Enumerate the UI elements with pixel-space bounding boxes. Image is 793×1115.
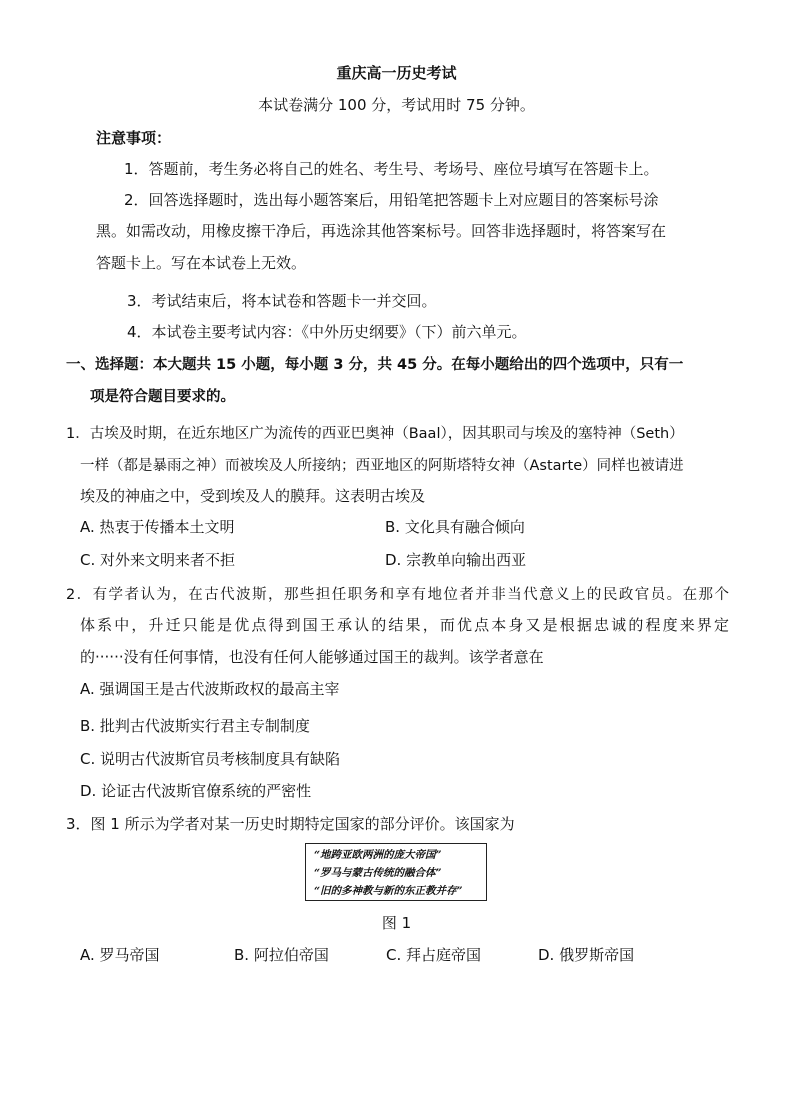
figure-1-quote-box [305, 843, 487, 901]
question-2-line-2: 体系中，升迁只能是优点得到国王承认的结果，而优点本身又是根据忠诚的程度来界定 [80, 616, 729, 634]
question-3-option-c: C. 拜占庭帝国 [386, 946, 482, 964]
question-3-option-b: B. 阿拉伯帝国 [234, 946, 329, 964]
notes-item-4: 4．本试卷主要考试内容：《中外历史纲要》（下）前六单元。 [127, 323, 527, 341]
question-1-option-c: C. 对外来文明来者不拒 [80, 551, 236, 569]
notes-heading: 注意事项： [96, 129, 172, 147]
question-2-line-3: 的······没有任何事情，也没有任何人能够通过国王的裁判。该学者意在 [80, 648, 544, 666]
question-1-option-a: A. 热衷于传播本土文明 [80, 518, 235, 536]
notes-item-2-line-2: 黑。如需改动，用橡皮擦干净后，再选涂其他答案标号。回答非选择题时，将答案写在 [96, 222, 667, 240]
figure-1-caption: 图 1 [381, 914, 412, 932]
question-1-option-d: D. 宗教单向输出西亚 [385, 551, 527, 569]
question-2-option-b: B. 批判古代波斯实行君主专制制度 [80, 717, 310, 735]
notes-item-2-line-3: 答题卡上。写在本试卷上无效。 [96, 254, 307, 272]
section-heading-line-2: 项是符合题目要求的。 [90, 389, 235, 405]
exam-subtitle: 本试卷满分 100 分，考试用时 75 分钟。 [258, 96, 535, 114]
figure-1-quote-3: “旧的多神教与新的东正教并存” [314, 885, 463, 897]
notes-item-3: 3．考试结束后，将本试卷和答题卡一并交回。 [127, 292, 437, 310]
question-2-option-c: C. 说明古代波斯官员考核制度具有缺陷 [80, 750, 341, 768]
exam-title: 重庆高一历史考试 [336, 64, 457, 82]
question-1-line-2: 一样（都是暴雨之神）而被埃及人所接纳；西亚地区的阿斯塔特女神（Astarte）同样也被请进 [80, 458, 684, 474]
figure-1-quote-1: “地跨亚欧两洲的庞大帝国” [314, 849, 442, 861]
question-2-line-1: 2．有学者认为，在古代波斯，那些担任职务和享有地位者并非当代意义上的民政官员。在那个 [66, 587, 729, 603]
question-2-option-a: A. 强调国王是古代波斯政权的最高主宰 [80, 680, 340, 698]
question-3-option-d: D. 俄罗斯帝国 [538, 946, 635, 964]
notes-item-2-line-1: 2．回答选择题时，选出每小题答案后，用铅笔把答题卡上对应题目的答案标号涂 [124, 191, 659, 209]
question-3-option-a: A. 罗马帝国 [80, 946, 160, 964]
section-heading-line-1: 一、选择题：本大题共 15 小题，每小题 3 分，共 45 分。在每小题给出的四个选项中，只有一 [66, 357, 684, 373]
question-1-line-1: 1．古埃及时期，在近东地区广为流传的西亚巴奥神（Baal），因其职司与埃及的塞特神（Seth） [66, 426, 684, 442]
figure-1-quote-2: “罗马与蒙古传统的融合体” [314, 867, 442, 879]
notes-item-1: 1．答题前，考生务必将自己的姓名、考生号、考场号、座位号填写在答题卡上。 [124, 160, 659, 178]
question-1-line-3: 埃及的神庙之中，受到埃及人的膜拜。这表明古埃及 [80, 487, 426, 505]
question-1-option-b: B. 文化具有融合倾向 [385, 518, 525, 536]
question-2-option-d: D. 论证古代波斯官僚系统的严密性 [80, 782, 312, 800]
question-3-line-1: 3．图 1 所示为学者对某一历史时期特定国家的部分评价。该国家为 [66, 815, 515, 833]
